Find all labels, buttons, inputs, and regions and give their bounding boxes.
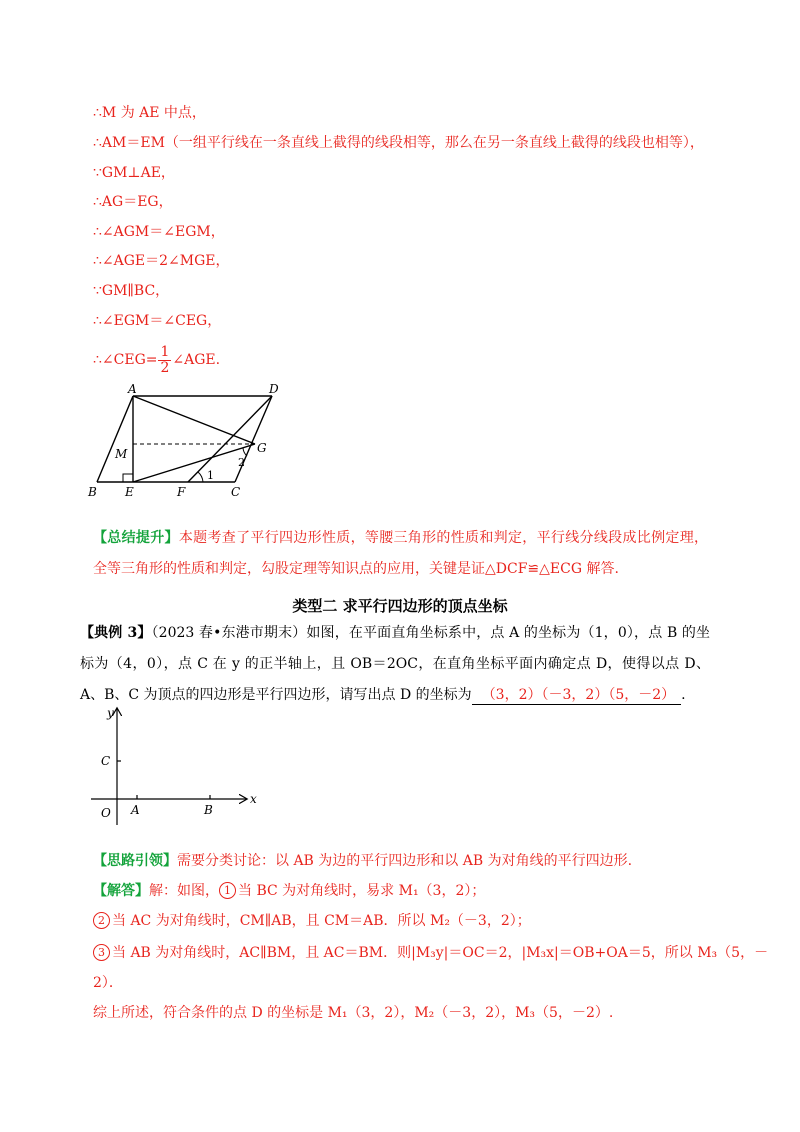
segment-DF bbox=[188, 396, 272, 482]
parallelogram-figure bbox=[80, 382, 300, 504]
hint-text: 需要分类讨论：以 AB 为边的平行四边形和以 AB 为对角线的平行四边形. bbox=[177, 853, 633, 869]
fraction-one-half bbox=[158, 345, 171, 376]
fraction-numerator: 1 bbox=[160, 343, 170, 360]
section-title: 类型二 求平行四边形的顶点坐标 bbox=[292, 597, 508, 615]
proof-line-5: ∴∠AGM＝∠EGM， bbox=[93, 224, 225, 240]
case-3-marker: 3 bbox=[93, 944, 110, 961]
solution-line-2 bbox=[93, 912, 531, 930]
case-1-marker: 1 bbox=[219, 882, 236, 899]
label-D: D bbox=[269, 382, 279, 396]
proof-line-1: ∴M 为 AE 中点， bbox=[93, 105, 206, 121]
solution-line-3-cont: 2）． bbox=[93, 975, 123, 991]
proof-line-8: ∴∠EGM＝∠CEG， bbox=[93, 313, 222, 329]
fraction-denominator: 2 bbox=[160, 359, 170, 376]
answer-blank: （3，2）（－3，2）（5，－2） bbox=[472, 686, 681, 705]
solution-line-1 bbox=[93, 882, 485, 900]
label-A: A bbox=[128, 382, 137, 396]
hint-tag: 【思路引领】 bbox=[93, 853, 177, 869]
solution-tag: 【解答】 bbox=[93, 883, 149, 899]
solution-line-3 bbox=[93, 944, 768, 962]
case-2-marker: 2 bbox=[93, 912, 110, 929]
proof-line-4: ∴AG＝EG， bbox=[93, 194, 173, 210]
label-B: B bbox=[88, 485, 97, 499]
final-suffix: ∠AGE. bbox=[172, 352, 221, 368]
label-angle-2: 2 bbox=[238, 456, 245, 469]
label-C: C bbox=[231, 485, 241, 499]
example-tag: 【典例 3】 bbox=[80, 625, 152, 641]
proof-line-final bbox=[93, 342, 220, 378]
right-angle-mark bbox=[123, 474, 133, 482]
example-end: . bbox=[681, 687, 686, 703]
summary-block bbox=[93, 523, 708, 585]
label-E: E bbox=[125, 485, 134, 499]
proof-line-6: ∴∠AGE＝2∠MGE， bbox=[93, 253, 230, 269]
solution-conclusion: 综上所述，符合条件的点 D 的坐标是 M₁（3，2），M₂（－3，2），M₃（5，－2）. bbox=[93, 1005, 614, 1021]
proof-line-3: ∵GM⊥AE， bbox=[93, 165, 175, 181]
label-O: O bbox=[101, 806, 111, 820]
hint-line bbox=[93, 852, 632, 870]
example-text: 如图，在平面直角坐标系中，点 A 的坐标为（1，0），点 B 的坐标为（4，0），点 C 在 y 的正半轴上，且 OB＝2OC，在直角坐标平面内确定点 D，使得以点 D、A、B、C 为顶点的四边形是平行四边形，请写出点 D 的坐标为 bbox=[80, 625, 710, 703]
proof-line-2: ∴AM＝EM（一组平行线在一条直线上截得的线段相等，那么在另一条直线上截得的线段也相等）， bbox=[93, 135, 704, 151]
label-y: y bbox=[107, 706, 114, 720]
example-source: （2023 春•东港市期末） bbox=[151, 625, 307, 641]
solution-lead: 解：如图， bbox=[149, 883, 219, 899]
angle-arc-2 bbox=[243, 448, 247, 456]
segment-AG bbox=[133, 396, 255, 444]
label-angle-1: 1 bbox=[207, 469, 214, 482]
summary-text: 本题考查了平行四边形性质，等腰三角形的性质和判定，平行线分线段成比例定理，全等三角形的性质和判定，勾股定理等知识点的应用，关键是证△DCF≌△ECG 解答. bbox=[93, 530, 709, 577]
label-x: x bbox=[250, 792, 257, 806]
label-A-coord: A bbox=[131, 803, 140, 817]
angle-arc-1 bbox=[198, 472, 203, 482]
label-G: G bbox=[257, 441, 267, 455]
proof-line-7: ∵GM∥BC， bbox=[93, 283, 170, 299]
label-M: M bbox=[115, 447, 128, 461]
case-2-text: 当 AC 为对角线时，CM∥AB，且 CM＝AB．所以 M₂（－3，2）； bbox=[112, 913, 531, 929]
final-prefix: ∴∠CEG= bbox=[93, 352, 158, 368]
segment-AB bbox=[97, 396, 133, 482]
case-1-text: 当 BC 为对角线时，易求 M₁（3，2）； bbox=[238, 883, 486, 899]
label-F: F bbox=[177, 485, 186, 499]
summary-tag: 【总结提升】 bbox=[93, 530, 179, 546]
coordinate-figure bbox=[86, 703, 266, 828]
label-C-coord: C bbox=[101, 754, 111, 768]
example-block bbox=[80, 618, 710, 711]
label-B-coord: B bbox=[204, 803, 213, 817]
case-3-text: 当 AB 为对角线时，AC∥BM，且 AC＝BM．则|M₃y|＝OC＝2，|M₃x|＝OB+OA＝5，所以 M₃（5，－ bbox=[112, 945, 769, 961]
